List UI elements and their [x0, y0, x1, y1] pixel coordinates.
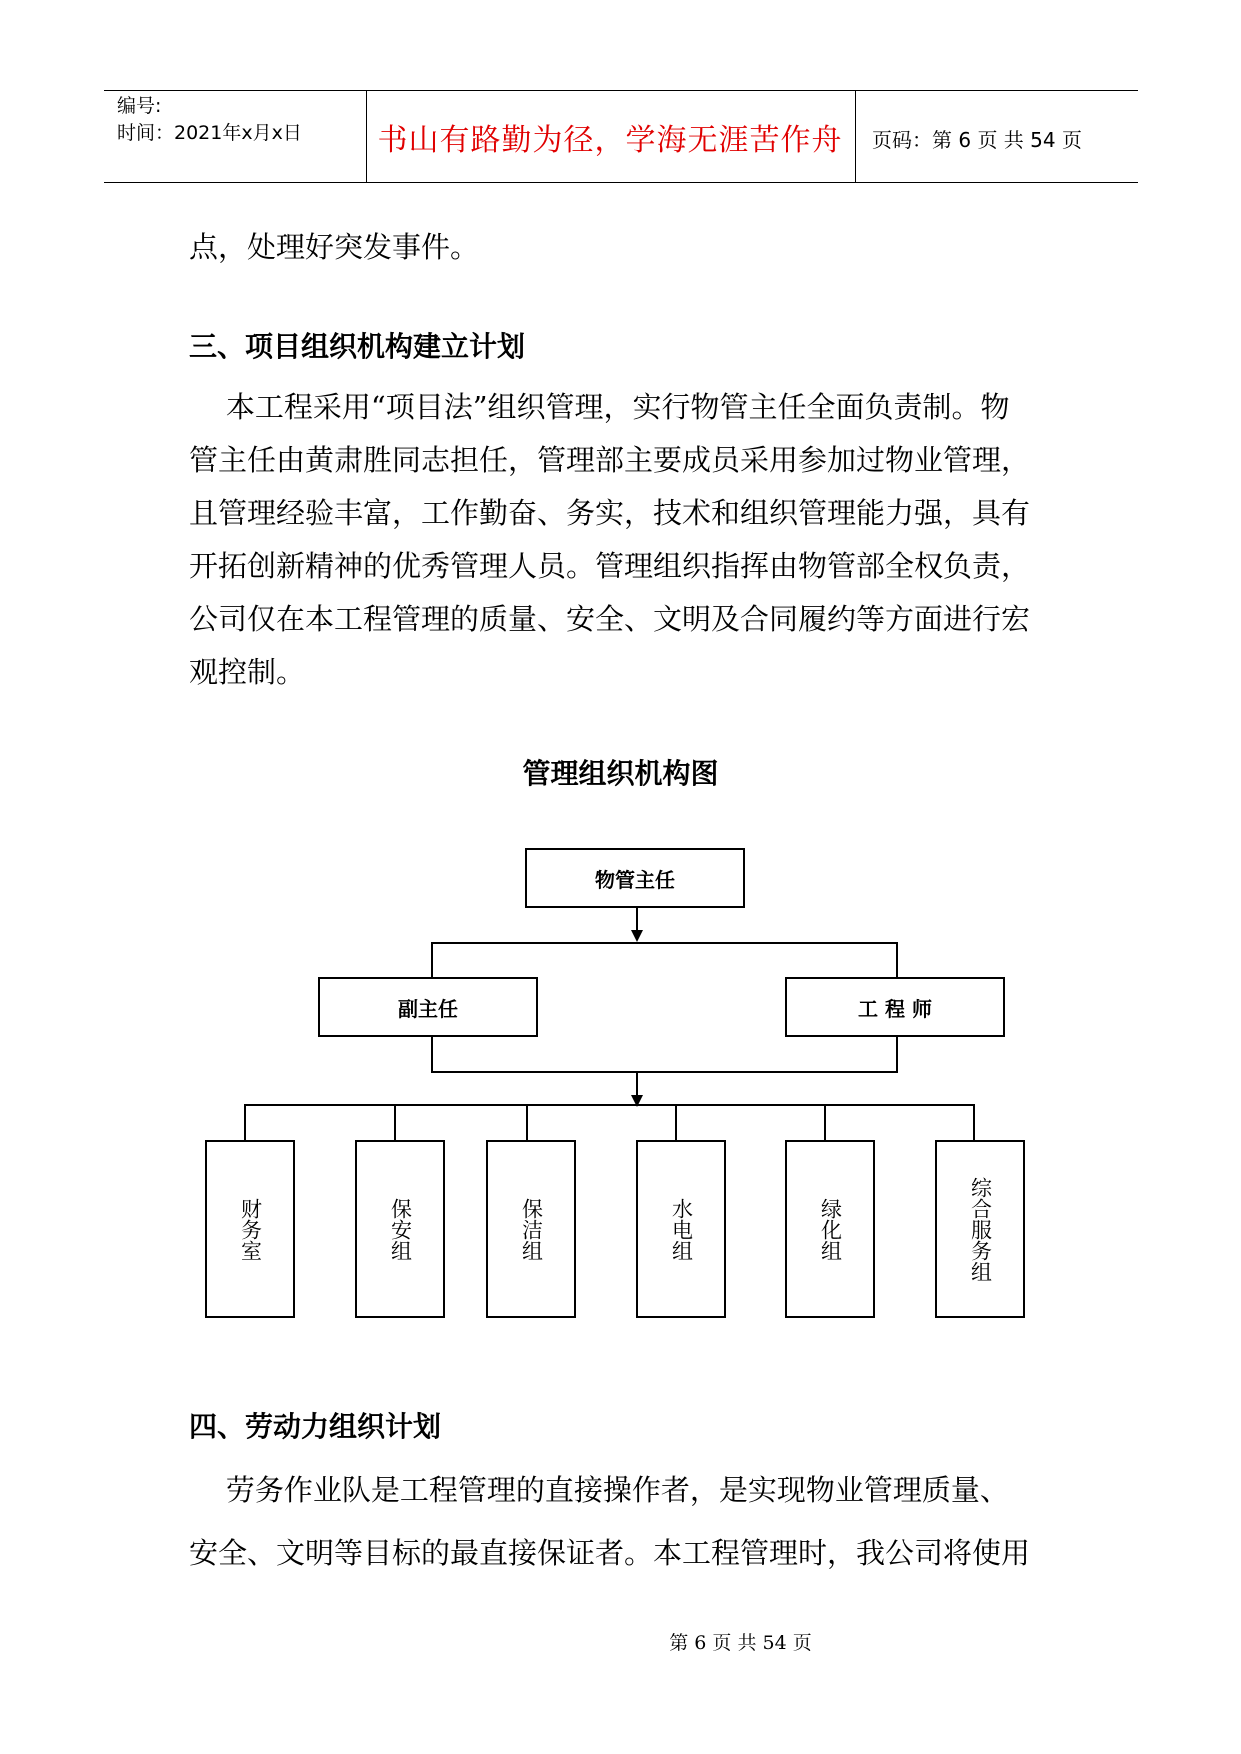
header-divider-right — [855, 90, 856, 183]
arrow-down-icon — [631, 930, 643, 942]
connector-line — [244, 1104, 246, 1140]
connector-line — [824, 1104, 826, 1140]
header-top-rule — [104, 90, 1138, 91]
section-heading-4: 四、劳动力组织计划 — [189, 1410, 442, 1443]
paragraph-line: 本工程采用“项目法”组织管理，实行物管主任全面负责制。物 — [189, 390, 1010, 424]
connector-line — [394, 1104, 396, 1140]
org-chart-title: 管理组织机构图 — [522, 757, 719, 790]
header-page-number: 页码：第 6 页 共 54 页 — [872, 128, 1082, 152]
org-node-deputy — [318, 977, 538, 1037]
section-heading-3: 三、项目组织机构建立计划 — [189, 330, 526, 363]
paragraph-line: 公司仅在本工程管理的质量、安全、文明及合同履约等方面进行宏 — [189, 602, 1031, 636]
header-motto: 书山有路勤为径，学海无涯苦作舟 — [377, 123, 843, 158]
header-meta — [117, 93, 302, 147]
org-node-label: 副主任 — [398, 996, 458, 1021]
connector-line — [526, 1104, 528, 1140]
paragraph-line: 管主任由黄肃胜同志担任，管理部主要成员采用参加过物业管理， — [189, 443, 1031, 477]
org-node-label: 工 程 师 — [858, 996, 932, 1021]
org-group-label: 水电组 — [669, 1197, 694, 1261]
org-group-label: 综合服务组 — [968, 1176, 993, 1282]
org-group-finance — [205, 1140, 295, 1318]
org-group-label: 绿化组 — [818, 1197, 843, 1261]
org-group-cleaning — [486, 1140, 576, 1318]
connector-line — [973, 1104, 975, 1140]
org-group-security — [355, 1140, 445, 1318]
org-group-label: 财务室 — [238, 1197, 263, 1261]
paragraph-line: 劳务作业队是工程管理的直接操作者，是实现物业管理质量、 — [189, 1473, 1009, 1507]
connector-line — [431, 942, 898, 944]
org-group-utilities — [636, 1140, 726, 1318]
header-bottom-rule — [104, 182, 1138, 183]
connector-line — [431, 1071, 898, 1073]
org-group-label: 保洁组 — [519, 1197, 544, 1261]
paragraph-line: 开拓创新精神的优秀管理人员。管理组织指挥由物管部全权负责， — [189, 549, 1031, 583]
org-group-landscaping — [785, 1140, 875, 1318]
org-group-general-services — [935, 1140, 1025, 1318]
org-node-engineer — [785, 977, 1005, 1037]
footer-page-number: 第 6 页 共 54 页 — [669, 1632, 812, 1654]
org-node-director — [525, 848, 745, 908]
doc-time-label: 时间：2021年x月x日 — [117, 122, 302, 144]
paragraph-continuation: 点，处理好突发事件。 — [189, 230, 480, 264]
paragraph-line: 且管理经验丰富，工作勤奋、务实，技术和组织管理能力强，具有 — [189, 496, 1031, 530]
connector-line — [431, 1037, 433, 1073]
paragraph-line: 安全、文明等目标的最直接保证者。本工程管理时，我公司将使用 — [189, 1536, 1031, 1570]
connector-line — [896, 1037, 898, 1073]
connector-line — [675, 1104, 677, 1140]
connector-line — [896, 942, 898, 977]
connector-line — [244, 1104, 974, 1106]
header-divider-left — [366, 90, 367, 183]
doc-number-label: 编号: — [117, 95, 162, 117]
paragraph-line: 观控制。 — [189, 655, 306, 689]
connector-line — [431, 942, 433, 977]
org-group-label: 保安组 — [388, 1197, 413, 1261]
org-node-label: 物管主任 — [595, 867, 675, 892]
